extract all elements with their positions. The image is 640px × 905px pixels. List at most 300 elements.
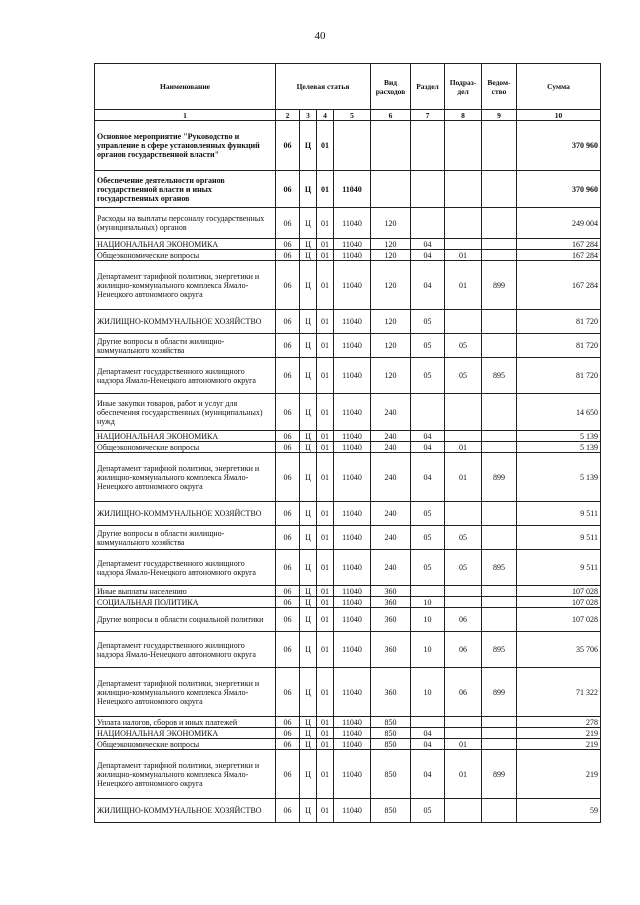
target-article-part-4: 11040 [334, 261, 371, 310]
header-subsection: Подраз-дел [445, 64, 482, 110]
subsection-code: 06 [445, 608, 482, 632]
budget-table [94, 63, 601, 823]
row-name: Общеэкономические вопросы [95, 250, 276, 261]
target-article-part-4: 11040 [334, 239, 371, 250]
amount-value: 370 960 [517, 121, 601, 171]
row-name: Департамент тарифной политики, энергетики и жилищно-коммунального комплекса Ямало-Ненецкого автономного округа [95, 668, 276, 717]
table-row [95, 750, 601, 799]
target-article-part-1: 06 [276, 431, 300, 442]
target-article-part-1: 06 [276, 750, 300, 799]
page-number: 40 [314, 30, 326, 42]
subsection-code: 01 [445, 453, 482, 502]
section-code [411, 394, 445, 431]
target-article-part-3: 01 [317, 717, 334, 728]
target-article-part-3: 01 [317, 334, 334, 358]
expense-type-code: 120 [371, 334, 411, 358]
expense-type-code: 850 [371, 728, 411, 739]
amount-value: 107 028 [517, 608, 601, 632]
row-name: НАЦИОНАЛЬНАЯ ЭКОНОМИКА [95, 239, 276, 250]
section-code: 04 [411, 250, 445, 261]
target-article-part-1: 06 [276, 608, 300, 632]
target-article-part-1: 06 [276, 442, 300, 453]
row-name: Обеспечение деятельности органов государственной власти и иных государственных органов [95, 171, 276, 208]
target-article-part-2: Ц [300, 453, 317, 502]
row-name: СОЦИАЛЬНАЯ ПОЛИТИКА [95, 597, 276, 608]
target-article-part-4: 11040 [334, 453, 371, 502]
target-article-part-2: Ц [300, 632, 317, 668]
expense-type-code: 120 [371, 250, 411, 261]
target-article-part-2: Ц [300, 550, 317, 586]
column-number: 6 [371, 110, 411, 121]
section-code [411, 717, 445, 728]
expense-type-code: 240 [371, 502, 411, 526]
amount-value: 35 706 [517, 632, 601, 668]
table-row [95, 250, 601, 261]
subsection-code: 05 [445, 550, 482, 586]
target-article-part-3: 01 [317, 208, 334, 239]
section-code: 04 [411, 453, 445, 502]
target-article-part-2: Ц [300, 442, 317, 453]
row-name: Другие вопросы в области социальной политики [95, 608, 276, 632]
subsection-code [445, 239, 482, 250]
section-code: 05 [411, 550, 445, 586]
target-article-part-4: 11040 [334, 526, 371, 550]
expense-type-code: 360 [371, 668, 411, 717]
target-article-part-4 [334, 121, 371, 171]
target-article-part-2: Ц [300, 717, 317, 728]
table-row [95, 586, 601, 597]
section-code: 04 [411, 261, 445, 310]
expense-type-code: 240 [371, 453, 411, 502]
target-article-part-1: 06 [276, 668, 300, 717]
section-code [411, 586, 445, 597]
section-code: 04 [411, 442, 445, 453]
amount-value: 81 720 [517, 310, 601, 334]
table-row [95, 394, 601, 431]
amount-value: 167 284 [517, 261, 601, 310]
target-article-part-4: 11040 [334, 739, 371, 750]
amount-value: 219 [517, 728, 601, 739]
subsection-code: 01 [445, 750, 482, 799]
subsection-code [445, 208, 482, 239]
target-article-part-1: 06 [276, 394, 300, 431]
target-article-part-2: Ц [300, 668, 317, 717]
target-article-part-3: 01 [317, 394, 334, 431]
target-article-part-4: 11040 [334, 750, 371, 799]
table-row [95, 502, 601, 526]
department-code [482, 121, 517, 171]
target-article-part-1: 06 [276, 717, 300, 728]
row-name: Департамент тарифной политики, энергетики и жилищно-коммунального комплекса Ямало-Ненецкого автономного округа [95, 453, 276, 502]
target-article-part-4: 11040 [334, 586, 371, 597]
row-name: Другие вопросы в области жилищно-коммунального хозяйства [95, 526, 276, 550]
header-amount: Сумма [517, 64, 601, 110]
subsection-code: 01 [445, 739, 482, 750]
table-row [95, 261, 601, 310]
target-article-part-3: 01 [317, 171, 334, 208]
row-name: Уплата налогов, сборов и иных платежей [95, 717, 276, 728]
subsection-code [445, 121, 482, 171]
target-article-part-2: Ц [300, 728, 317, 739]
amount-value: 219 [517, 750, 601, 799]
amount-value: 71 322 [517, 668, 601, 717]
expense-type-code: 850 [371, 799, 411, 823]
department-code [482, 608, 517, 632]
target-article-part-2: Ц [300, 750, 317, 799]
section-code: 04 [411, 750, 445, 799]
target-article-part-4: 11040 [334, 334, 371, 358]
target-article-part-1: 06 [276, 728, 300, 739]
subsection-code: 05 [445, 334, 482, 358]
department-code: 895 [482, 358, 517, 394]
subsection-code [445, 586, 482, 597]
target-article-part-1: 06 [276, 121, 300, 171]
expense-type-code [371, 121, 411, 171]
department-code [482, 208, 517, 239]
target-article-part-1: 06 [276, 526, 300, 550]
target-article-part-1: 06 [276, 261, 300, 310]
row-name: Департамент государственного жилищного надзора Ямало-Ненецкого автономного округа [95, 358, 276, 394]
expense-type-code: 120 [371, 358, 411, 394]
expense-type-code: 360 [371, 632, 411, 668]
table-row [95, 453, 601, 502]
target-article-part-4: 11040 [334, 728, 371, 739]
amount-value: 278 [517, 717, 601, 728]
target-article-part-4: 11040 [334, 250, 371, 261]
department-code [482, 250, 517, 261]
expense-type-code: 120 [371, 261, 411, 310]
subsection-code [445, 799, 482, 823]
department-code [482, 502, 517, 526]
subsection-code: 01 [445, 261, 482, 310]
subsection-code: 01 [445, 442, 482, 453]
column-number-row [95, 110, 601, 121]
column-number: 9 [482, 110, 517, 121]
row-name: ЖИЛИЩНО-КОММУНАЛЬНОЕ ХОЗЯЙСТВО [95, 310, 276, 334]
header-row [95, 64, 601, 110]
section-code: 10 [411, 608, 445, 632]
target-article-part-3: 01 [317, 597, 334, 608]
target-article-part-2: Ц [300, 739, 317, 750]
expense-type-code: 850 [371, 750, 411, 799]
row-name: Иные закупки товаров, работ и услуг для обеспечения государственных (муниципальных) нужд [95, 394, 276, 431]
target-article-part-1: 06 [276, 739, 300, 750]
subsection-code: 01 [445, 250, 482, 261]
target-article-part-2: Ц [300, 208, 317, 239]
target-article-part-2: Ц [300, 502, 317, 526]
table-row [95, 431, 601, 442]
amount-value: 81 720 [517, 358, 601, 394]
section-code: 04 [411, 239, 445, 250]
amount-value: 249 004 [517, 208, 601, 239]
target-article-part-3: 01 [317, 261, 334, 310]
target-article-part-3: 01 [317, 310, 334, 334]
target-article-part-3: 01 [317, 750, 334, 799]
row-name: Департамент государственного жилищного надзора Ямало-Ненецкого автономного округа [95, 550, 276, 586]
table-row [95, 358, 601, 394]
target-article-part-3: 01 [317, 632, 334, 668]
header-target-article: Целевая статья [276, 64, 371, 110]
expense-type-code: 240 [371, 550, 411, 586]
expense-type-code: 120 [371, 310, 411, 334]
header-name: Наименование [95, 64, 276, 110]
header-department: Ведом-ство [482, 64, 517, 110]
department-code: 895 [482, 632, 517, 668]
department-code: 899 [482, 453, 517, 502]
expense-type-code: 360 [371, 586, 411, 597]
target-article-part-2: Ц [300, 261, 317, 310]
amount-value: 107 028 [517, 586, 601, 597]
amount-value: 107 028 [517, 597, 601, 608]
column-number: 8 [445, 110, 482, 121]
subsection-code: 06 [445, 668, 482, 717]
row-name: Департамент государственного жилищного надзора Ямало-Ненецкого автономного округа [95, 632, 276, 668]
section-code: 05 [411, 799, 445, 823]
target-article-part-1: 06 [276, 550, 300, 586]
table-row [95, 739, 601, 750]
department-code [482, 442, 517, 453]
target-article-part-4: 11040 [334, 608, 371, 632]
department-code [482, 431, 517, 442]
target-article-part-3: 01 [317, 250, 334, 261]
target-article-part-2: Ц [300, 526, 317, 550]
expense-type-code: 850 [371, 717, 411, 728]
target-article-part-3: 01 [317, 608, 334, 632]
subsection-code [445, 728, 482, 739]
column-number: 4 [317, 110, 334, 121]
table-row [95, 334, 601, 358]
target-article-part-2: Ц [300, 121, 317, 171]
amount-value: 5 139 [517, 442, 601, 453]
row-name: Общеэкономические вопросы [95, 739, 276, 750]
target-article-part-2: Ц [300, 799, 317, 823]
expense-type-code [371, 171, 411, 208]
department-code: 899 [482, 750, 517, 799]
section-code: 04 [411, 739, 445, 750]
target-article-part-1: 06 [276, 250, 300, 261]
table-row [95, 121, 601, 171]
table-row [95, 728, 601, 739]
expense-type-code: 850 [371, 739, 411, 750]
target-article-part-1: 06 [276, 310, 300, 334]
target-article-part-1: 06 [276, 239, 300, 250]
column-number: 7 [411, 110, 445, 121]
target-article-part-2: Ц [300, 239, 317, 250]
column-number: 3 [300, 110, 317, 121]
target-article-part-3: 01 [317, 442, 334, 453]
department-code: 899 [482, 668, 517, 717]
header-section: Раздел [411, 64, 445, 110]
subsection-code [445, 394, 482, 431]
expense-type-code: 240 [371, 394, 411, 431]
row-name: Иные выплаты населению [95, 586, 276, 597]
target-article-part-3: 01 [317, 739, 334, 750]
department-code: 899 [482, 261, 517, 310]
table-row [95, 208, 601, 239]
target-article-part-4: 11040 [334, 431, 371, 442]
subsection-code [445, 717, 482, 728]
target-article-part-1: 06 [276, 453, 300, 502]
section-code: 05 [411, 358, 445, 394]
target-article-part-2: Ц [300, 608, 317, 632]
amount-value: 14 650 [517, 394, 601, 431]
target-article-part-3: 01 [317, 526, 334, 550]
table-row [95, 526, 601, 550]
department-code [482, 597, 517, 608]
target-article-part-2: Ц [300, 334, 317, 358]
department-code [482, 239, 517, 250]
column-number: 5 [334, 110, 371, 121]
amount-value: 59 [517, 799, 601, 823]
target-article-part-4: 11040 [334, 358, 371, 394]
subsection-code [445, 310, 482, 334]
target-article-part-2: Ц [300, 310, 317, 334]
subsection-code [445, 597, 482, 608]
target-article-part-1: 06 [276, 597, 300, 608]
table-row [95, 239, 601, 250]
target-article-part-4: 11040 [334, 632, 371, 668]
target-article-part-4: 11040 [334, 171, 371, 208]
target-article-part-1: 06 [276, 171, 300, 208]
department-code [482, 799, 517, 823]
section-code [411, 171, 445, 208]
target-article-part-4: 11040 [334, 394, 371, 431]
expense-type-code: 360 [371, 597, 411, 608]
amount-value: 167 284 [517, 239, 601, 250]
department-code [482, 171, 517, 208]
target-article-part-3: 01 [317, 668, 334, 717]
target-article-part-1: 06 [276, 358, 300, 394]
column-number: 2 [276, 110, 300, 121]
section-code: 10 [411, 668, 445, 717]
subsection-code [445, 171, 482, 208]
target-article-part-1: 06 [276, 334, 300, 358]
section-code: 10 [411, 632, 445, 668]
target-article-part-1: 06 [276, 208, 300, 239]
amount-value: 9 511 [517, 550, 601, 586]
expense-type-code: 360 [371, 608, 411, 632]
section-code: 04 [411, 431, 445, 442]
department-code [482, 586, 517, 597]
target-article-part-4: 11040 [334, 668, 371, 717]
target-article-part-1: 06 [276, 586, 300, 597]
department-code: 895 [482, 550, 517, 586]
table-row [95, 442, 601, 453]
target-article-part-3: 01 [317, 728, 334, 739]
column-number: 1 [95, 110, 276, 121]
target-article-part-1: 06 [276, 799, 300, 823]
target-article-part-1: 06 [276, 502, 300, 526]
subsection-code [445, 431, 482, 442]
row-name: Основное мероприятие "Руководство и управление в сфере установленных функций органов государственной власти" [95, 121, 276, 171]
amount-value: 81 720 [517, 334, 601, 358]
target-article-part-3: 01 [317, 431, 334, 442]
row-name: Расходы на выплаты персоналу государственных (муниципальных) органов [95, 208, 276, 239]
section-code: 05 [411, 310, 445, 334]
subsection-code: 05 [445, 358, 482, 394]
section-code: 10 [411, 597, 445, 608]
table-row [95, 632, 601, 668]
target-article-part-4: 11040 [334, 502, 371, 526]
table-row [95, 608, 601, 632]
amount-value: 5 139 [517, 453, 601, 502]
section-code: 05 [411, 334, 445, 358]
department-code [482, 334, 517, 358]
section-code [411, 208, 445, 239]
target-article-part-3: 01 [317, 550, 334, 586]
target-article-part-2: Ц [300, 597, 317, 608]
section-code: 05 [411, 526, 445, 550]
table-row [95, 310, 601, 334]
target-article-part-4: 11040 [334, 550, 371, 586]
amount-value: 167 284 [517, 250, 601, 261]
table-row [95, 668, 601, 717]
target-article-part-2: Ц [300, 586, 317, 597]
expense-type-code: 240 [371, 526, 411, 550]
target-article-part-4: 11040 [334, 310, 371, 334]
target-article-part-3: 01 [317, 121, 334, 171]
target-article-part-2: Ц [300, 431, 317, 442]
table-row [95, 597, 601, 608]
expense-type-code: 240 [371, 431, 411, 442]
target-article-part-2: Ц [300, 250, 317, 261]
row-name: Департамент тарифной политики, энергетики и жилищно-коммунального комплекса Ямало-Ненецкого автономного округа [95, 261, 276, 310]
amount-value: 5 139 [517, 431, 601, 442]
subsection-code [445, 502, 482, 526]
row-name: ЖИЛИЩНО-КОММУНАЛЬНОЕ ХОЗЯЙСТВО [95, 502, 276, 526]
section-code: 05 [411, 502, 445, 526]
department-code [482, 394, 517, 431]
department-code [482, 526, 517, 550]
target-article-part-3: 01 [317, 453, 334, 502]
section-code [411, 121, 445, 171]
department-code [482, 728, 517, 739]
target-article-part-4: 11040 [334, 717, 371, 728]
header-expense-type: Вид расходов [371, 64, 411, 110]
target-article-part-1: 06 [276, 632, 300, 668]
row-name: ЖИЛИЩНО-КОММУНАЛЬНОЕ ХОЗЯЙСТВО [95, 799, 276, 823]
target-article-part-4: 11040 [334, 442, 371, 453]
table-row [95, 717, 601, 728]
subsection-code: 06 [445, 632, 482, 668]
row-name: НАЦИОНАЛЬНАЯ ЭКОНОМИКА [95, 728, 276, 739]
row-name: НАЦИОНАЛЬНАЯ ЭКОНОМИКА [95, 431, 276, 442]
target-article-part-3: 01 [317, 799, 334, 823]
target-article-part-3: 01 [317, 358, 334, 394]
expense-type-code: 240 [371, 442, 411, 453]
table-row [95, 171, 601, 208]
expense-type-code: 120 [371, 208, 411, 239]
department-code [482, 717, 517, 728]
department-code [482, 739, 517, 750]
target-article-part-2: Ц [300, 358, 317, 394]
subsection-code: 05 [445, 526, 482, 550]
column-number: 10 [517, 110, 601, 121]
section-code: 04 [411, 728, 445, 739]
target-article-part-2: Ц [300, 394, 317, 431]
table-row [95, 799, 601, 823]
department-code [482, 310, 517, 334]
target-article-part-3: 01 [317, 586, 334, 597]
table-row [95, 550, 601, 586]
row-name: Департамент тарифной политики, энергетики и жилищно-коммунального комплекса Ямало-Ненецкого автономного округа [95, 750, 276, 799]
target-article-part-2: Ц [300, 171, 317, 208]
target-article-part-4: 11040 [334, 799, 371, 823]
target-article-part-3: 01 [317, 239, 334, 250]
row-name: Другие вопросы в области жилищно-коммунального хозяйства [95, 334, 276, 358]
amount-value: 9 511 [517, 526, 601, 550]
row-name: Общеэкономические вопросы [95, 442, 276, 453]
